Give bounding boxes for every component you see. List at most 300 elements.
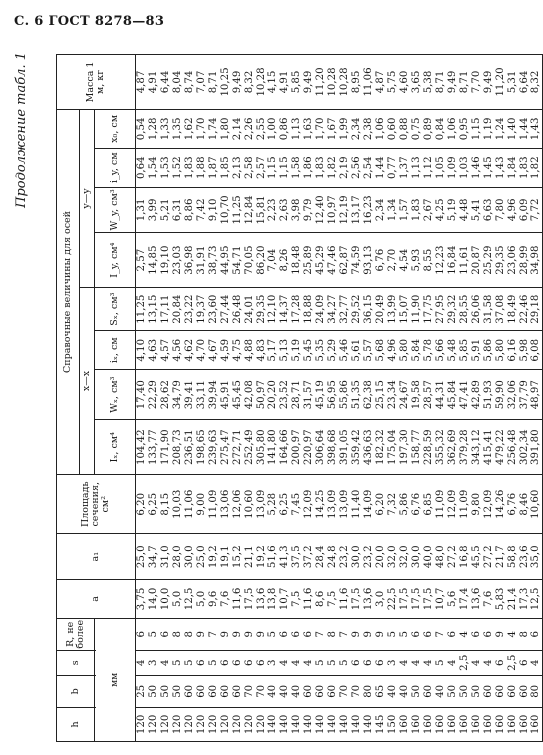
table-cell: 3,65 xyxy=(411,55,423,110)
table-cell: 120 xyxy=(160,707,172,741)
table-cell: 31,91 xyxy=(196,233,208,288)
table-cell: 9 xyxy=(351,618,363,650)
table-cell: 7,6 xyxy=(483,580,495,619)
table-cell: 5,57 xyxy=(363,331,375,370)
table-cell: 355,32 xyxy=(435,420,447,475)
table-cell: 4 xyxy=(160,650,172,675)
table-cell: 17,11 xyxy=(160,287,172,330)
table-row xyxy=(208,55,220,742)
table-cell: 23,52 xyxy=(279,370,291,420)
table-cell: 391,05 xyxy=(339,420,351,475)
table-cell: 32,06 xyxy=(507,370,519,420)
table-cell: 140 xyxy=(327,707,339,741)
table-cell: 11,06 xyxy=(184,475,196,534)
table-cell: 6 xyxy=(279,618,291,650)
table-cell: 28,62 xyxy=(160,370,172,420)
table-cell: 6 xyxy=(471,618,483,650)
table-cell: 22,46 xyxy=(519,287,531,330)
table-cell: 17,5 xyxy=(351,580,363,619)
table-cell: 2,67 xyxy=(423,187,435,233)
table-cell: 10,03 xyxy=(172,475,184,534)
table-cell: 2,58 xyxy=(244,148,256,187)
table-cell: 6 xyxy=(196,650,208,675)
table-cell: 8,04 xyxy=(172,55,184,110)
table-cell: 171,90 xyxy=(160,420,172,475)
table-row xyxy=(136,55,148,742)
table-cell: 8,86 xyxy=(184,187,196,233)
table-cell: 40 xyxy=(267,675,279,707)
header-a: a xyxy=(57,580,136,619)
table-cell: 6 xyxy=(160,618,172,650)
table-cell: 13,6 xyxy=(256,580,268,619)
table-cell: 0,89 xyxy=(423,109,435,148)
table-cell: 3,75 xyxy=(136,580,148,619)
table-cell: 1,83 xyxy=(519,148,531,187)
table-cell: 18,49 xyxy=(507,287,519,330)
table-cell: 8,71 xyxy=(459,55,471,110)
table-cell: 5,6 xyxy=(447,580,459,619)
table-cell: 6,09 xyxy=(519,187,531,233)
table-cell: 4,60 xyxy=(399,55,411,110)
table-cell: 40,0 xyxy=(423,534,435,580)
header-axis-xx: x—x xyxy=(80,287,95,474)
table-cell: 1,00 xyxy=(267,109,279,148)
table-cell: 19,2 xyxy=(256,534,268,580)
table-cell: 1,09 xyxy=(447,148,459,187)
table-cell: 6,63 xyxy=(483,187,495,233)
table-row xyxy=(279,55,291,742)
table-cell: 4,57 xyxy=(160,331,172,370)
table-cell: 140 xyxy=(279,707,291,741)
table-row xyxy=(256,55,268,742)
table-cell: 31,0 xyxy=(160,534,172,580)
table-cell: 4,91 xyxy=(148,55,160,110)
table-cell: 21,7 xyxy=(495,534,507,580)
table-cell: 62,38 xyxy=(363,370,375,420)
table-cell: 2,34 xyxy=(351,109,363,148)
header-unit-mm: мм xyxy=(95,618,136,741)
table-cell: 398,68 xyxy=(327,420,339,475)
table-cell: 11,6 xyxy=(232,580,244,619)
table-cell: 36,98 xyxy=(184,233,196,288)
table-cell: 27,95 xyxy=(435,287,447,330)
table-cell: 120 xyxy=(244,707,256,741)
table-cell: 28,0 xyxy=(172,534,184,580)
table-cell: 1,57 xyxy=(399,187,411,233)
table-cell: 11,09 xyxy=(435,475,447,534)
table-cell: 1,19 xyxy=(483,109,495,148)
table-cell: 160 xyxy=(519,707,531,741)
table-cell: 4 xyxy=(399,650,411,675)
table-cell: 70,05 xyxy=(244,233,256,288)
table-cell: 5,80 xyxy=(399,331,411,370)
table-cell: 5,29 xyxy=(327,331,339,370)
table-cell: 1,35 xyxy=(172,109,184,148)
table-cell: 13,09 xyxy=(256,475,268,534)
table-cell: 65 xyxy=(375,675,387,707)
table-cell: 4 xyxy=(411,650,423,675)
table-row xyxy=(315,55,327,742)
table-cell: 5,31 xyxy=(507,55,519,110)
table-cell: 25,89 xyxy=(303,233,315,288)
table-cell: 2,57 xyxy=(256,148,268,187)
table-cell: 50 xyxy=(172,675,184,707)
table-cell: 10,0 xyxy=(160,580,172,619)
table-cell: 14,26 xyxy=(495,475,507,534)
table-cell: 37,5 xyxy=(291,534,303,580)
table-cell: 10,28 xyxy=(256,55,268,110)
table-cell: 2,34 xyxy=(375,187,387,233)
table-cell: 5,48 xyxy=(447,331,459,370)
table-cell: 150 xyxy=(387,707,399,741)
table-cell: 5 xyxy=(387,618,399,650)
table-cell: 5,68 xyxy=(375,331,387,370)
table-cell: 6 xyxy=(363,650,375,675)
table-cell: 50,97 xyxy=(256,370,268,420)
table-cell: 23,03 xyxy=(172,233,184,288)
table-cell: 1,88 xyxy=(196,148,208,187)
table-cell: 8,95 xyxy=(351,55,363,110)
table-cell: 5,19 xyxy=(291,331,303,370)
table-cell: 140 xyxy=(339,707,351,741)
table-cell: 10,7 xyxy=(279,580,291,619)
table-cell: 40 xyxy=(279,675,291,707)
table-cell: 8,71 xyxy=(208,55,220,110)
table-cell: 50 xyxy=(459,675,471,707)
table-cell: 74,59 xyxy=(351,233,363,288)
table-cell: 13,6 xyxy=(471,580,483,619)
table-cell: 0,84 xyxy=(435,109,447,148)
table-cell: 19,10 xyxy=(160,233,172,288)
header-h: h xyxy=(57,707,95,741)
header-radius: R, не более xyxy=(57,618,95,650)
table-cell: 44,31 xyxy=(435,370,447,420)
table-cell: 19,37 xyxy=(196,287,208,330)
table-cell: 27,44 xyxy=(220,287,232,330)
table-cell: 80 xyxy=(530,675,542,707)
table-cell: 5,41 xyxy=(471,187,483,233)
table-cell: 28,57 xyxy=(423,370,435,420)
table-cell: 17,3 xyxy=(519,580,531,619)
table-cell: 8,71 xyxy=(435,55,447,110)
table-cell: 40 xyxy=(387,675,399,707)
table-cell: 1,46 xyxy=(471,148,483,187)
table-cell: 4,75 xyxy=(232,331,244,370)
table-cell: 39,94 xyxy=(208,370,220,420)
table-cell: 3,99 xyxy=(148,187,160,233)
table-cell: 12,09 xyxy=(303,475,315,534)
table-cell: 1,85 xyxy=(220,148,232,187)
table-cell: 5,0 xyxy=(172,580,184,619)
table-cell: 14,85 xyxy=(148,233,160,288)
table-cell: 25,15 xyxy=(375,370,387,420)
table-cell: 4,67 xyxy=(208,331,220,370)
table-cell: 9 xyxy=(220,618,232,650)
table-cell: 343,12 xyxy=(471,420,483,475)
table-cell: 47,41 xyxy=(459,370,471,420)
table-cell: 8,74 xyxy=(184,55,196,110)
header-b: b xyxy=(57,675,95,707)
table-cell: 34,7 xyxy=(148,534,160,580)
header-axis-yy: y—y xyxy=(80,109,95,287)
table-cell: 4,56 xyxy=(172,331,184,370)
table-cell: 11,09 xyxy=(459,475,471,534)
table-cell: 2,55 xyxy=(256,109,268,148)
table-cell: 1,99 xyxy=(339,109,351,148)
table-cell: 4 xyxy=(279,650,291,675)
table-cell: 6,20 xyxy=(136,475,148,534)
table-cell: 60 xyxy=(327,675,339,707)
table-cell: 305,80 xyxy=(256,420,268,475)
table-row xyxy=(220,55,232,742)
table-cell: 26,48 xyxy=(232,287,244,330)
table-cell: 220,97 xyxy=(303,420,315,475)
table-cell: 5,38 xyxy=(423,55,435,110)
table-cell: 21,1 xyxy=(244,534,256,580)
table-cell: 160 xyxy=(399,707,411,741)
table-cell: 1,70 xyxy=(315,109,327,148)
table-cell: 45,5 xyxy=(471,534,483,580)
table-cell: 140 xyxy=(363,707,375,741)
table-cell: 28,99 xyxy=(519,233,531,288)
table-cell: 28,71 xyxy=(291,370,303,420)
table-cell: 4,10 xyxy=(136,331,148,370)
table-cell: 7,42 xyxy=(196,187,208,233)
table-cell: 42,89 xyxy=(471,370,483,420)
page-header: С. 6 ГОСТ 8278—83 xyxy=(14,14,165,29)
table-cell: 4 xyxy=(303,650,315,675)
table-cell: 379,28 xyxy=(459,420,471,475)
table-cell: 13,8 xyxy=(267,580,279,619)
table-cell: 302,34 xyxy=(519,420,531,475)
table-cell: 8,15 xyxy=(160,475,172,534)
table-cell: 6 xyxy=(375,650,387,675)
table-cell: 12,09 xyxy=(483,475,495,534)
table-cell: 1,82 xyxy=(530,148,542,187)
table-cell: 13,6 xyxy=(363,580,375,619)
table-cell: 25 xyxy=(136,675,148,707)
table-cell: 160 xyxy=(435,707,447,741)
table-cell: 120 xyxy=(232,707,244,741)
table-cell: 21,4 xyxy=(507,580,519,619)
table-cell: 14,25 xyxy=(315,475,327,534)
table-cell: 3 xyxy=(387,650,399,675)
table-cell: 5 xyxy=(148,618,160,650)
table-cell: 48,97 xyxy=(530,370,542,420)
table-cell: 1,33 xyxy=(160,109,172,148)
table-cell: 2,5 xyxy=(459,650,471,675)
table-cell: 28,55 xyxy=(459,287,471,330)
table-cell: 80 xyxy=(363,675,375,707)
table-cell: 5,85 xyxy=(459,331,471,370)
table-cell: 1,83 xyxy=(315,148,327,187)
table-cell: 7,70 xyxy=(471,55,483,110)
table-cell: 38,73 xyxy=(208,233,220,288)
table-cell: 31,58 xyxy=(483,287,495,330)
table-cell: 5 xyxy=(315,650,327,675)
table-cell: 12,5 xyxy=(530,580,542,619)
table-cell: 252,49 xyxy=(244,420,256,475)
table-cell: 256,48 xyxy=(507,420,519,475)
header-ix: iₓ, см xyxy=(95,331,136,370)
table-cell: 0,64 xyxy=(136,148,148,187)
table-cell: 13,99 xyxy=(387,287,399,330)
header-iy: i_y, см xyxy=(95,148,136,187)
table-cell: 6,25 xyxy=(148,475,160,534)
table-cell: 479,22 xyxy=(495,420,507,475)
table-cell: 1,44 xyxy=(519,109,531,148)
table-cell: 26,06 xyxy=(471,287,483,330)
table-cell: 11,6 xyxy=(303,580,315,619)
table-cell: 17,4 xyxy=(459,580,471,619)
table-cell: 60 xyxy=(220,675,232,707)
table-cell: 60 xyxy=(495,675,507,707)
table-cell: 13,17 xyxy=(351,187,363,233)
table-row xyxy=(327,55,339,742)
table-cell: 1,83 xyxy=(411,187,423,233)
table-cell: 160 xyxy=(471,707,483,741)
table-cell: 1,74 xyxy=(208,109,220,148)
table-cell: 20,84 xyxy=(172,287,184,330)
table-cell: 23,60 xyxy=(208,287,220,330)
table-cell: 1,44 xyxy=(375,148,387,187)
table-cell: 9,49 xyxy=(232,55,244,110)
table-cell: 5,0 xyxy=(196,580,208,619)
header-reference-group: Справочные величины для осей xyxy=(57,109,80,474)
table-cell: 24,01 xyxy=(244,287,256,330)
table-cell: 5 xyxy=(327,650,339,675)
table-cell: 6,16 xyxy=(507,331,519,370)
table-cell: 2,26 xyxy=(244,109,256,148)
table-cell: 5,98 xyxy=(519,331,531,370)
table-cell: 7,5 xyxy=(327,580,339,619)
table-cell: 120 xyxy=(196,707,208,741)
table-cell: 5,85 xyxy=(291,55,303,110)
table-cell: 1,13 xyxy=(291,109,303,148)
table-cell: 104,42 xyxy=(136,420,148,475)
table-cell: 4 xyxy=(530,650,542,675)
table-cell: 20,20 xyxy=(267,370,279,420)
table-cell: 11,6 xyxy=(339,580,351,619)
table-cell: 1,84 xyxy=(507,148,519,187)
table-cell: 60 xyxy=(232,675,244,707)
table-cell: 6,31 xyxy=(172,187,184,233)
table-cell: 8,46 xyxy=(519,475,531,534)
table-cell: 10,28 xyxy=(339,55,351,110)
table-cell: 6,76 xyxy=(411,475,423,534)
table-cell: 9 xyxy=(375,618,387,650)
table-cell: 5,17 xyxy=(267,331,279,370)
table-cell: 32,0 xyxy=(399,534,411,580)
table-cell: 59,90 xyxy=(495,370,507,420)
table-cell: 60 xyxy=(184,675,196,707)
table-row xyxy=(411,55,423,742)
table-cell: 6 xyxy=(232,650,244,675)
header-x0: x₀, см xyxy=(95,109,136,148)
table-cell: 120 xyxy=(208,707,220,741)
table-cell: 23,34 xyxy=(387,370,399,420)
table-cell: 23,06 xyxy=(507,233,519,288)
table-cell: 6 xyxy=(495,650,507,675)
table-cell: 11,25 xyxy=(232,187,244,233)
table-cell: 7,80 xyxy=(495,187,507,233)
table-cell: 24,8 xyxy=(327,534,339,580)
table-cell: 45,91 xyxy=(220,370,232,420)
table-cell: 34,27 xyxy=(327,287,339,330)
table-cell: 1,05 xyxy=(435,148,447,187)
table-cell: 208,73 xyxy=(172,420,184,475)
table-cell: 236,51 xyxy=(184,420,196,475)
table-cell: 7 xyxy=(435,618,447,650)
table-cell: 1,54 xyxy=(148,148,160,187)
table-cell: 51,6 xyxy=(267,534,279,580)
table-cell: 1,83 xyxy=(184,148,196,187)
table-cell: 7,32 xyxy=(387,475,399,534)
table-cell: 30,0 xyxy=(184,534,196,580)
table-cell: 39,41 xyxy=(184,370,196,420)
table-cell: 4,62 xyxy=(184,331,196,370)
table-cell: 8 xyxy=(327,618,339,650)
table-cell: 1,06 xyxy=(447,109,459,148)
table-cell: 6,64 xyxy=(519,55,531,110)
table-cell: 11,09 xyxy=(208,475,220,534)
table-cell: 1,15 xyxy=(279,148,291,187)
table-cell: 0,77 xyxy=(387,148,399,187)
table-cell: 15,07 xyxy=(399,287,411,330)
table-cell: 1,06 xyxy=(375,109,387,148)
table-cell: 45,84 xyxy=(447,370,459,420)
table-cell: 17,5 xyxy=(399,580,411,619)
table-cell: 19,1 xyxy=(220,534,232,580)
table-row xyxy=(232,55,244,742)
table-cell: 7,5 xyxy=(291,580,303,619)
table-cell: 12,19 xyxy=(339,187,351,233)
table-cell: 6 xyxy=(291,618,303,650)
table-cell: 6,85 xyxy=(423,475,435,534)
table-cell: 275,47 xyxy=(220,420,232,475)
rotated-table-block xyxy=(12,42,542,742)
table-cell: 28,4 xyxy=(315,534,327,580)
table-cell: 4,70 xyxy=(196,331,208,370)
table-row xyxy=(160,55,172,742)
table-cell: 145 xyxy=(375,707,387,741)
table-cell: 5,28 xyxy=(267,475,279,534)
table-cell: 10,25 xyxy=(220,55,232,110)
table-cell: 6 xyxy=(244,650,256,675)
table-cell: 16,23 xyxy=(363,187,375,233)
table-cell: 9 xyxy=(256,618,268,650)
table-cell: 11,06 xyxy=(363,55,375,110)
table-cell: 50 xyxy=(411,675,423,707)
table-cell: 25,0 xyxy=(196,534,208,580)
table-cell: 51,93 xyxy=(483,370,495,420)
table-cell: 5,75 xyxy=(387,55,399,110)
table-cell: 6 xyxy=(423,618,435,650)
header-Iy: I_y, см⁴ xyxy=(95,233,136,288)
table-cell: 3 xyxy=(148,650,160,675)
table-cell: 17,40 xyxy=(136,370,148,420)
table-cell: 8 xyxy=(172,618,184,650)
table-cell: 23,6 xyxy=(519,534,531,580)
table-cell: 5,66 xyxy=(435,331,447,370)
table-cell: 14,09 xyxy=(363,475,375,534)
table-cell: 160 xyxy=(447,707,459,741)
table-cell: 10,70 xyxy=(220,187,232,233)
table-cell: 3,0 xyxy=(375,580,387,619)
table-cell: 11,25 xyxy=(136,287,148,330)
table-cell: 6 xyxy=(303,618,315,650)
table-cell: 5,61 xyxy=(351,331,363,370)
